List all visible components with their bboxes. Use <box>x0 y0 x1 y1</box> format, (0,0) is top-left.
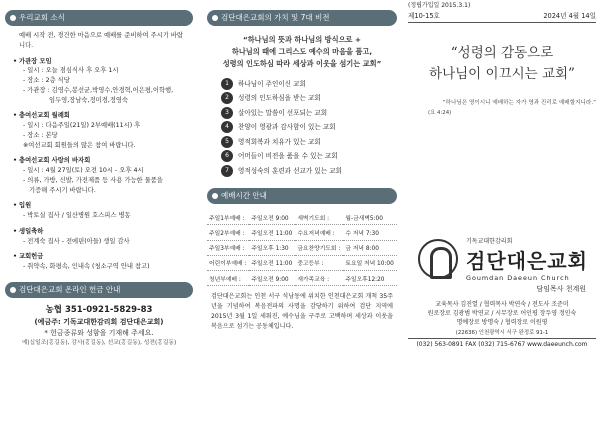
vision-item: 3 살아있는 말씀이 선포되는 교회 <box>221 106 397 121</box>
bulletin-date: 2024년 4월 14일 <box>543 12 596 21</box>
church-logo-icon <box>418 239 458 279</box>
news-meal-3: 임두영,장남숙,정미경,정영숙 <box>49 96 128 104</box>
bank-account-number: 농협 351-0921-5829-83 <box>45 304 153 315</box>
right-column <box>404 0 600 424</box>
table-row: 주일3부예배 : 주일오후 1:30 금요찬양기도회 : 금 저녁 8:00 <box>207 240 397 255</box>
vision-statement <box>207 34 397 71</box>
table-row: 청년부예배 : 주일오전 9:00 새가족교육 : 주일오후12:20 <box>207 270 397 285</box>
news-meal-1: - 장소 : 2층 식당 <box>23 77 70 84</box>
address: (22636) 인천광역시 서구 완정로 91-1 <box>455 329 549 336</box>
news-bazaar-1: - 의류, 가방, 신발, 가전제품 등 사용 가능한 물품을 <box>23 176 163 184</box>
table-row: 주일2부예배 : 주일오전 11:00 수요저녁예배 : 수 저녁 7:30 <box>207 225 397 240</box>
schedule-header: 예배시간 안내 <box>207 188 397 204</box>
church-name: 기독교대한감리회 검단대은교회 Goumdan Daeeun Church <box>466 237 588 282</box>
vision-item: 1 하나님이 주인이신 교회 <box>221 77 397 92</box>
vision-line: 하나님의 때에 그리스도 예수의 마음을 품고, <box>231 47 373 57</box>
vision-item: 7 영적성숙의 훈련과 선교가 있는 교회 <box>221 164 397 179</box>
news-monthly-0: - 일시 : 다음주일(21일) 2부예배(11시) 후 <box>23 122 141 129</box>
staff-list: 교육목사 김진열 / 협력목사 박연숙 / 전도사 조준미 원로장로 김광범 박연교 / 시무장로 어인평 장두영 정인숙 명예장로 방명숙 / 협력장로 이원평 <box>427 300 577 327</box>
schedule-table <box>207 210 397 286</box>
vision-line: 성령의 인도하심 따라 세상과 이웃을 섬기는 교회” <box>222 59 382 69</box>
news-bazaar-2: 기증해 주시기 바랍니다. <box>29 186 96 194</box>
bullet-icon <box>212 193 218 199</box>
table-row: 어린이부예배 : 주일오전 11:00 중고등부 : 토요일 저녁 10:00 <box>207 255 397 270</box>
vision-item: 5 영적회복과 치유가 있는 교회 <box>221 135 397 150</box>
bullet-icon <box>10 15 16 21</box>
news-bazaar-0: - 일시 : 4월 27일(토) 오전 10시 - 오후 4시 <box>23 167 144 174</box>
vision-header: 검단대은교회의 가치 및 7대 비전 <box>207 10 397 26</box>
news-list <box>5 26 193 272</box>
bank-note: * 헌금종류와 성함을 기재해 주세요. <box>44 328 154 337</box>
table-row: 주일1부예배 : 주일오전 9:00 새벽기도회 : 월-금새벽5:00 <box>207 210 397 225</box>
bank-info <box>5 304 193 348</box>
vision-list <box>207 77 397 179</box>
bank-holder: (예금주: 기독교대한감리회 검단대은교회) <box>34 317 164 326</box>
news-hosp-title: • 입원 <box>13 201 187 211</box>
bank-example: 예)십일조(홍길동), 감사(홍길동), 선교(홍길동), 성전(홍길동) <box>21 339 177 346</box>
news-intro: 예배 시작 전, 경건한 마음으로 예배를 준비하여 주시기 바랍니다. <box>19 32 184 49</box>
news-bazaar-title: • 충여선교회 사랑의 바자회 <box>13 156 187 166</box>
middle-column <box>202 0 402 424</box>
news-bday-title: • 생일축하 <box>13 227 187 237</box>
news-monthly-1: - 장소 : 본당 <box>23 131 58 139</box>
vision-item: 2 성령의 인도하심을 받는 교회 <box>221 91 397 106</box>
news-meal-2: - 가관장 : 김영수,봉선균,박영수,안경혁,어은평,이학행, <box>23 86 174 94</box>
bullet-icon <box>10 287 16 293</box>
church-branding <box>408 236 596 282</box>
vision-item: 6 어머들이 비전을 품을 수 있는 교회 <box>221 149 397 164</box>
left-column <box>0 0 198 424</box>
news-meal-0: - 일시 : 오늘 점심식사 후 오후 1시 <box>23 67 119 75</box>
issue-date-row <box>408 10 596 23</box>
news-hosp-0: - 박토실 집사 / 일산병원 호스피스 병동 <box>23 212 131 219</box>
church-about: 검단대은교회는 인천 서구 석남동에 위치한 인천대은교회 개척 35주년을 기념하여 복음전파의 사명을 감당하기 위하여 검단 지역에 2015년 3월 1일 세워진, 예수님을 구주로 고백하며 세상과 이웃을 복음으로 섬기는 공동체입니다. <box>211 293 393 331</box>
news-meal-title: • 가관장 모임 <box>13 57 187 67</box>
vision-line: “하나님의 뜻과 하나님의 방식으로 + <box>243 35 361 44</box>
news-monthly-2: ※여선교회 회원들의 많은 참여 바랍니다. <box>23 141 136 149</box>
bullet-icon <box>212 15 218 21</box>
bulletin-title: “성령의 감동으로 하나님이 이끄시는 교회” <box>429 45 575 82</box>
news-offer-0: - 취약속, 화평속, 인내속 (청소구역 안내 참고) <box>23 263 150 270</box>
news-bday-0: - 전계숙 집사 - 전에핀(아들) 생일 감사 <box>23 237 130 245</box>
news-monthly-title: • 충여선교회 월례회 <box>13 111 187 121</box>
issue-number: 제10-15호 <box>408 12 440 21</box>
verse: “하나님은 영이시니 예배하는 자가 영과 진리로 예배할지니라.” <box>442 99 596 106</box>
verse-ref: (요 4:24) <box>428 109 452 116</box>
bank-header: 검단대은교회 온라인 헌금 안내 <box>5 282 193 298</box>
senior-pastor: 담임목사 천계원 <box>536 284 586 293</box>
news-header: 우리교회 소식 <box>5 10 193 26</box>
news-offer-title: • 교회헌금 <box>13 252 187 262</box>
registration: (정립가입일 2015.3.1) <box>408 2 471 9</box>
contact-footer: (032) 563-0891 FAX (032) 715-6767 www.daeeunch.com <box>408 338 596 348</box>
vision-item: 4 찬양이 영광과 감사함이 있는 교회 <box>221 120 397 135</box>
